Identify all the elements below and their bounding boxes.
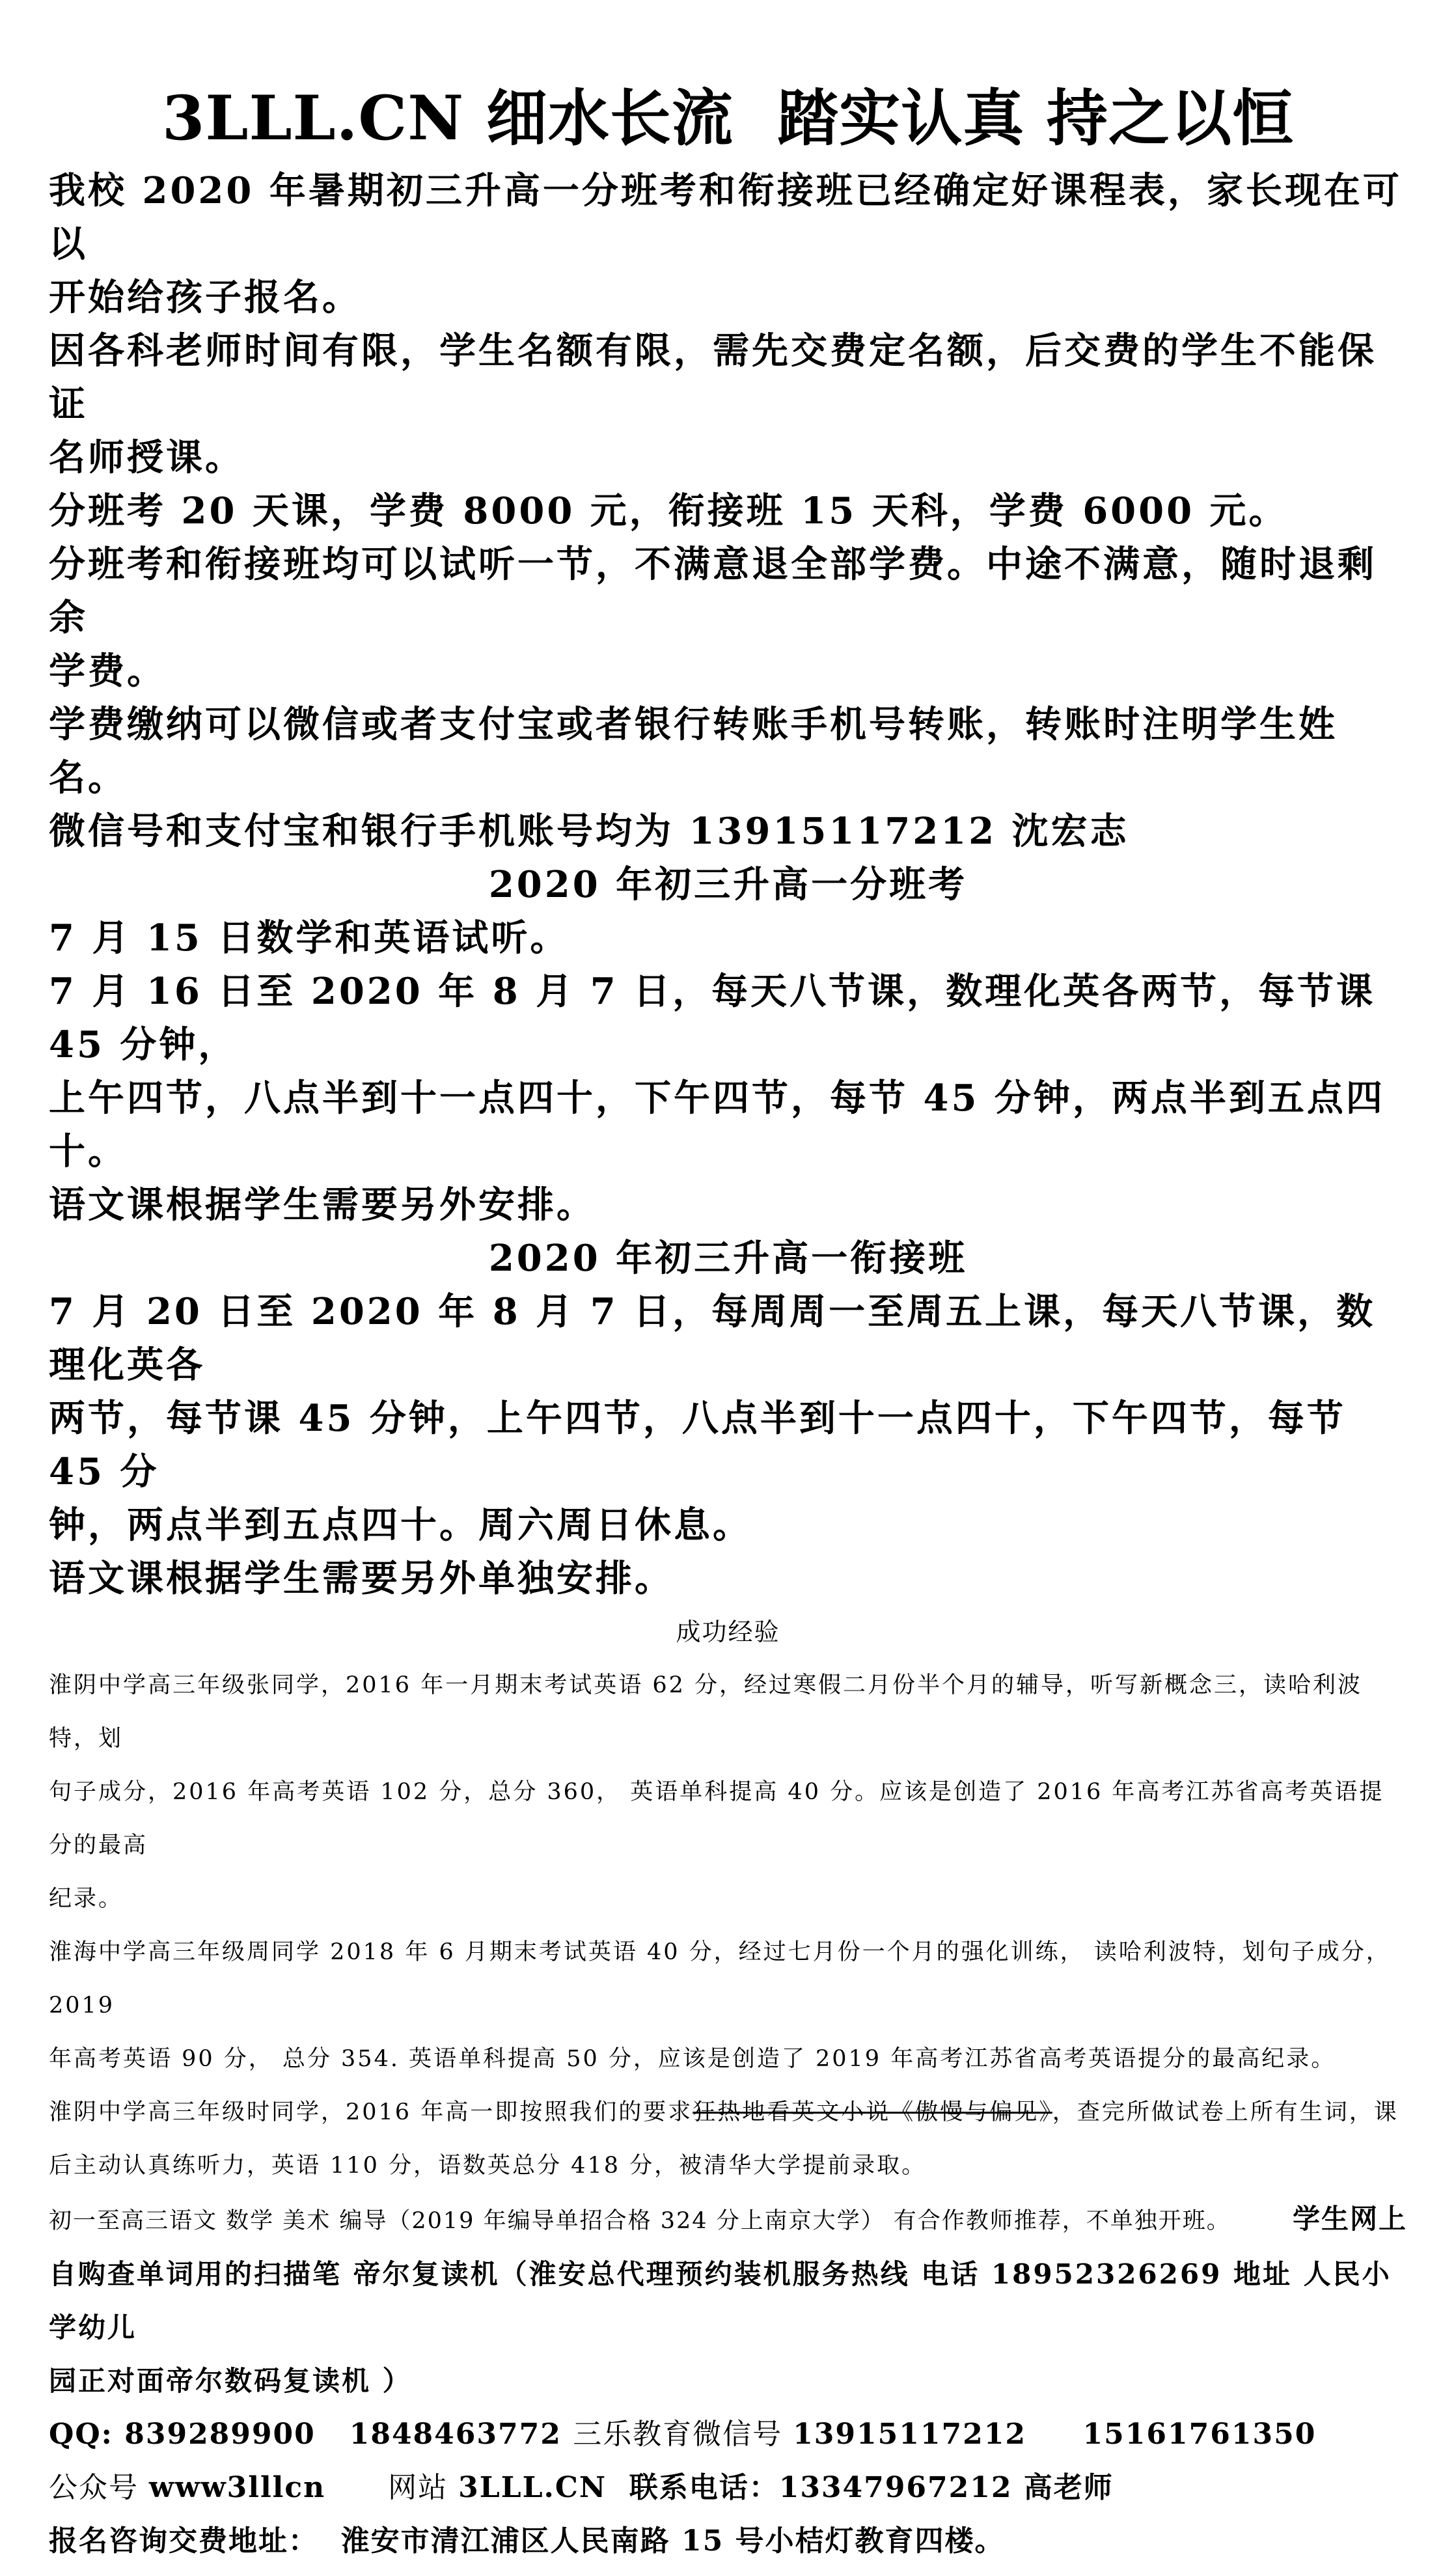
intro-line-2: 开始给孩子报名。 <box>49 276 361 319</box>
case3-pre-text: 淮阴中学高三年级时同学，2016 年高一即按照我们的要求 <box>49 2099 693 2125</box>
contact-site-phone-line <box>49 2461 1407 2515</box>
success-case3-line-2: 后主动认真练听力，英语 110 分，语数英总分 418 分，被清华大学提前录取。 <box>49 2153 927 2179</box>
intro-line-4: 名师授课。 <box>49 436 244 479</box>
payment-account-line: 微信号和支付宝和银行手机账号均为 13915117212 沈宏志 <box>49 810 1129 853</box>
placement-exam-line-4: 语文课根据学生需要另外安排。 <box>49 1183 596 1226</box>
case3-strikethrough-text: 狂热地看英文小说《傲慢与偏见》 <box>693 2099 1052 2125</box>
bridge-class-line-1: 7 月 20 日至 2020 年 8 月 7 日，每周周一至周五上课，每天八节课，数理化英各 <box>49 1290 1376 1387</box>
courses-offerings-text: 初一至高三语文 数学 美术 编导（2019 年编导单招合格 324 分上南京大学） 有合作教师推荐，不单独开班。 <box>49 2208 1231 2234</box>
case3-post-text: ，查完所做试卷上所有生词，课 <box>1052 2099 1399 2125</box>
contact-phone-text: 联系电话：13347967212 高老师 <box>607 2471 1114 2504</box>
payment-line: 学费缴纳可以微信或者支付宝或者银行转账手机号转账，转账时注明学生姓名。 <box>49 703 1338 799</box>
section-heading-placement-exam: 2020 年初三升高一分班考 <box>488 863 968 906</box>
wechat-numbers: 13915117212 15161761350 <box>793 2418 1317 2451</box>
official-account-value: www3lllcn <box>149 2471 326 2504</box>
success-case3-line-1 <box>49 2086 1407 2139</box>
placement-exam-line-3: 上午四节，八点半到十一点四十，下午四节，每节 45 分钟，两点半到五点四十。 <box>49 1077 1385 1173</box>
placement-exam-line-1: 7 月 15 日数学和英语试听。 <box>49 917 570 960</box>
refund-line-2: 学费。 <box>49 650 166 693</box>
success-case1-line-3: 纪录。 <box>49 1886 124 1912</box>
qq-numbers: QQ: 839289900 1848463772 <box>49 2418 573 2451</box>
section-heading-bridge-class: 2020 年初三升高一衔接班 <box>488 1237 968 1280</box>
bridge-class-line-4: 语文课根据学生需要另外单独安排。 <box>49 1557 674 1600</box>
courses-line-1 <box>49 2192 1407 2248</box>
official-account-label: 公众号 <box>49 2471 149 2504</box>
intro-line-3: 因各科老师时间有限，学生名额有限，需先交费定名额，后交费的学生不能保证 <box>49 329 1377 426</box>
tuition-line: 分班考 20 天课，学费 8000 元，衔接班 15 天科，学费 6000 元。 <box>49 490 1288 532</box>
contact-qq-wechat-line <box>49 2408 1407 2461</box>
scanner-pen-line-2: 自购查单词用的扫描笔 帝尔复读机（淮安总代理预约装机服务热线 电话 18952326269 地址 人民小学幼儿 <box>49 2258 1392 2343</box>
registration-address-line <box>49 2515 1407 2568</box>
bridge-class-line-2: 两节，每节课 45 分钟，上午四节，八点半到十一点四十，下午四节，每节 45 分 <box>49 1397 1362 1493</box>
website-value: 3LLL.CN <box>458 2471 607 2504</box>
scanner-pen-lead-text: 学生网上 <box>1292 2203 1407 2235</box>
website-label: 网站 <box>325 2471 459 2504</box>
section-heading-success: 成功经验 <box>676 1618 780 1646</box>
address-value: 淮安市清江浦区人民南路 15 号小桔灯教育四楼。 <box>340 2524 1005 2558</box>
success-case2-line-1: 淮海中学高三年级周同学 2018 年 6 月期末考试英语 40 分，经过七月份一个月的强化训练， 读哈利波特，划句子成分，2019 <box>49 1939 1391 2019</box>
wechat-label: 三乐教育微信号 <box>573 2418 793 2451</box>
success-case1-line-1: 淮阴中学高三年级张同学，2016 年一月期末考试英语 62 分，经过寒假二月份半个月的辅导，听写新概念三，读哈利波特，划 <box>49 1672 1362 1752</box>
scanner-pen-line-3: 园正对面帝尔数码复读机 ） <box>49 2365 412 2397</box>
success-case1-line-2: 句子成分，2016 年高考英语 102 分，总分 360， 英语单科提高 40 分。应该是创造了 2016 年高考江苏省高考英语提分的最高 <box>49 1779 1384 1858</box>
success-case2-line-2: 年高考英语 90 分， 总分 354. 英语单科提高 50 分，应该是创造了 2019 年高考江苏省高考英语提分的最高纪录。 <box>49 2046 1336 2072</box>
page-title: 3LLL.CN 细水长流 踏实认真 持之以恒 <box>161 83 1295 154</box>
bridge-class-line-3: 钟，两点半到五点四十。周六周日休息。 <box>49 1504 752 1547</box>
intro-line-1: 我校 2020 年暑期初三升高一分班考和衔接班已经确定好课程表，家长现在可以 <box>49 169 1402 266</box>
refund-line-1: 分班考和衔接班均可以试听一节，不满意退全部学费。中途不满意，随时退剩余 <box>49 543 1377 639</box>
address-label: 报名咨询交费地址： <box>49 2524 341 2558</box>
placement-exam-line-2: 7 月 16 日至 2020 年 8 月 7 日，每天八节课，数理化英各两节，每节课 45 分钟， <box>49 970 1391 1066</box>
